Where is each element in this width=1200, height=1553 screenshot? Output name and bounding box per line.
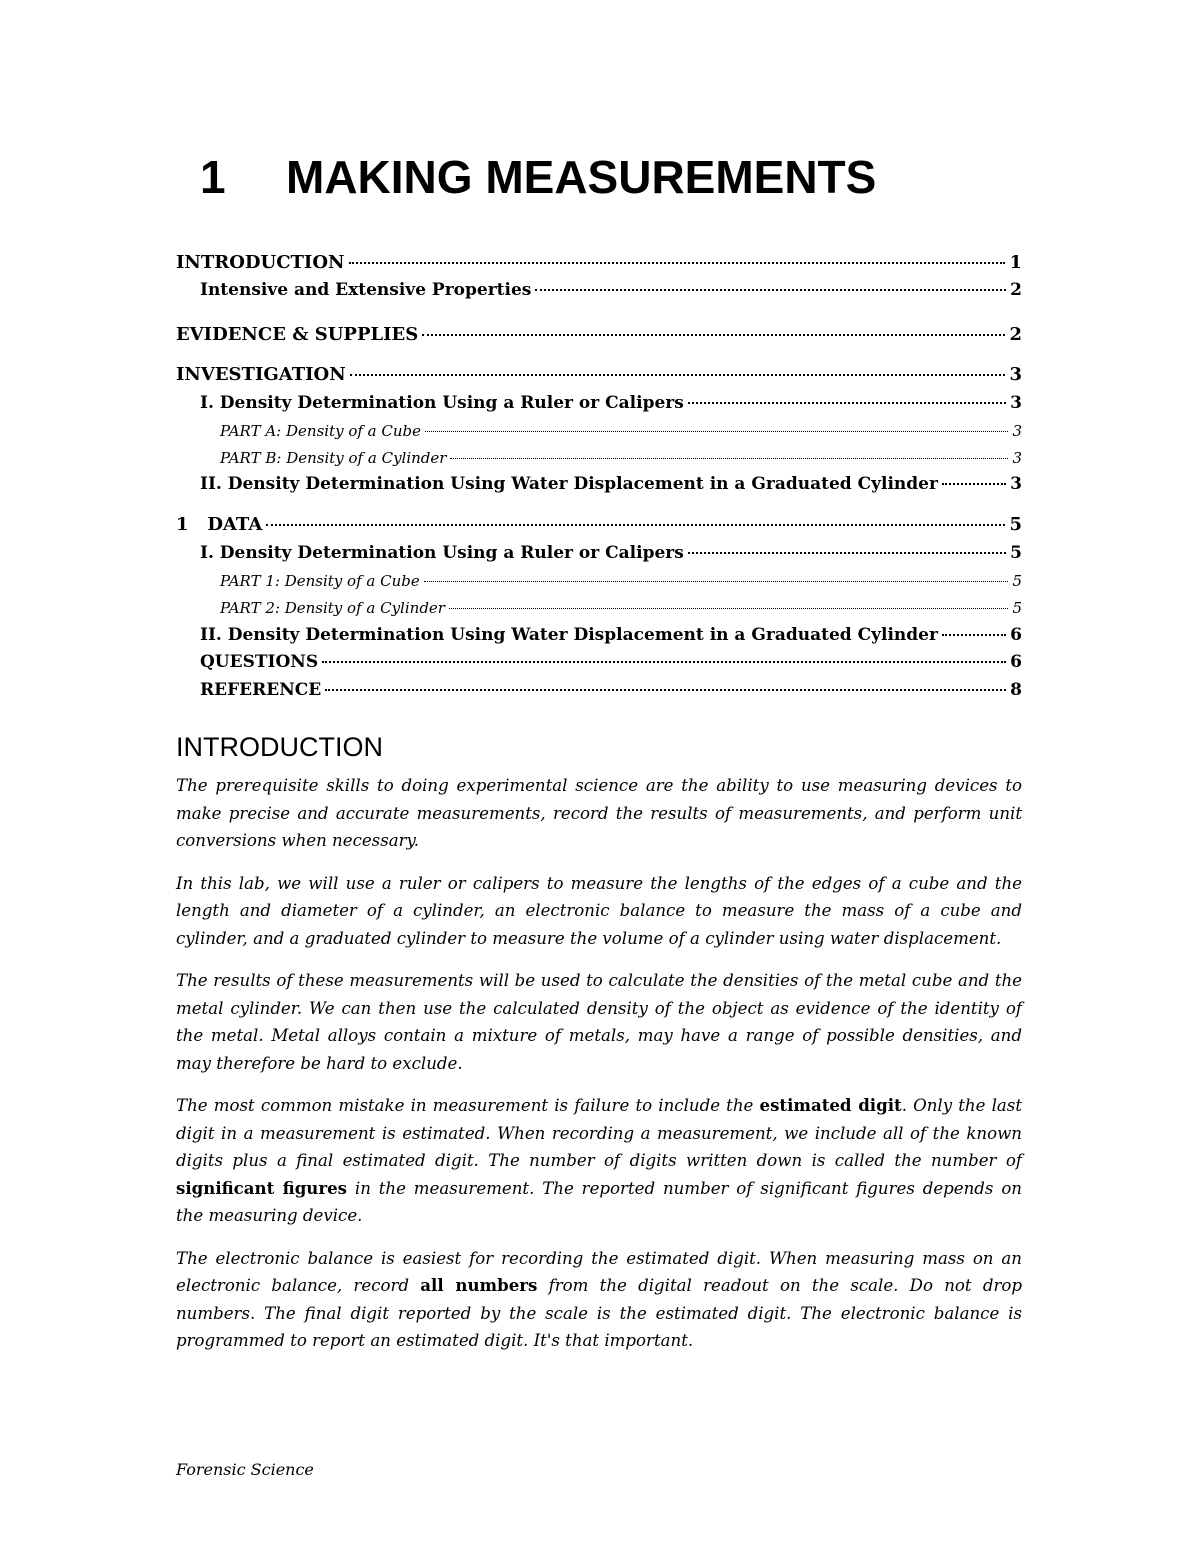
toc-leader <box>942 634 1006 636</box>
toc-entry-page: 1 <box>1009 252 1022 273</box>
toc-entry[interactable] <box>176 543 1022 563</box>
toc-entry-label: II. Density Determination Using Water Displacement in a Graduated Cylinder <box>200 474 938 494</box>
text-run: in the measurement. The reported number of significant figures depends on the measuring device. <box>176 1178 1022 1225</box>
toc-entry-label: 1 DATA <box>176 514 263 535</box>
toc-entry-label: PART B: Density of a Cylinder <box>220 449 447 467</box>
emphasis-estimated-digit: estimated digit <box>759 1095 902 1115</box>
toc-entry-page: 6 <box>1010 625 1022 645</box>
toc-leader <box>688 552 1006 554</box>
toc-entry[interactable] <box>176 449 1022 467</box>
section-heading-introduction: INTRODUCTION <box>176 732 383 762</box>
toc-entry-label: I. Density Determination Using a Ruler or Calipers <box>200 393 684 413</box>
toc-entry-page: 6 <box>1010 652 1022 672</box>
toc-entry[interactable] <box>176 572 1022 590</box>
toc-entry-page: 3 <box>1009 364 1022 385</box>
chapter-title-text: MAKING MEASUREMENTS <box>286 151 877 203</box>
toc-entry[interactable] <box>176 514 1022 535</box>
toc-leader <box>350 374 1006 376</box>
toc-leader <box>422 334 1005 336</box>
toc-leader <box>942 483 1006 485</box>
toc-leader <box>449 608 1008 609</box>
toc-leader <box>450 458 1008 459</box>
toc-entry-page: 5 <box>1010 543 1022 563</box>
toc-entry-label: REFERENCE <box>200 680 322 700</box>
toc-entry[interactable] <box>176 422 1022 440</box>
emphasis-all-numbers: all numbers <box>420 1275 538 1295</box>
toc-leader <box>325 689 1006 691</box>
toc-entry-page: 3 <box>1012 449 1022 467</box>
toc-entry-label: QUESTIONS <box>200 652 319 672</box>
paragraph <box>176 1245 1022 1355</box>
toc-entry-label: PART A: Density of a Cube <box>220 422 422 440</box>
toc-entry[interactable] <box>176 393 1022 413</box>
toc-entry-page: 8 <box>1010 680 1022 700</box>
paragraph <box>176 1092 1022 1230</box>
toc-entry[interactable] <box>176 280 1022 300</box>
paragraph: The prerequisite skills to doing experimental science are the ability to use measuring devices to make precise and accurate measurements, record the results of measurements, and perform unit conversions when necessary. <box>176 776 1022 850</box>
toc-entry-label: INTRODUCTION <box>176 252 345 273</box>
toc-entry-page: 5 <box>1012 572 1022 590</box>
toc-entry-label: INVESTIGATION <box>176 364 346 385</box>
toc-entry-page: 3 <box>1012 422 1022 440</box>
emphasis-significant-figures: significant figures <box>176 1177 348 1198</box>
toc-leader <box>425 431 1008 432</box>
toc-entry[interactable] <box>176 652 1022 672</box>
toc-entry-label: Intensive and Extensive Properties <box>200 280 532 300</box>
toc-entry-label: PART 2: Density of a Cylinder <box>220 599 445 617</box>
toc-leader <box>266 524 1005 526</box>
toc-entry[interactable] <box>176 252 1022 273</box>
toc-entry-page: 2 <box>1009 324 1022 345</box>
toc-entry[interactable] <box>176 625 1022 645</box>
toc-entry[interactable] <box>176 474 1022 494</box>
toc-entry-page: 2 <box>1010 280 1022 300</box>
text-run: The electronic balance is easiest for recording the estimated digit. When measuring mass on an electronic balance, record <box>176 1248 1022 1295</box>
toc-leader <box>535 289 1006 291</box>
chapter-title <box>200 150 876 204</box>
toc-entry-label: II. Density Determination Using Water Displacement in a Graduated Cylinder <box>200 625 938 645</box>
toc-entry[interactable] <box>176 324 1022 345</box>
toc-entry-label: PART 1: Density of a Cube <box>220 572 420 590</box>
toc-leader <box>424 581 1009 582</box>
toc-leader <box>349 262 1006 264</box>
toc-entry-page: 5 <box>1012 599 1022 617</box>
page-footer: Forensic Science <box>176 1460 314 1479</box>
toc-entry-page: 3 <box>1010 474 1022 494</box>
text-run: from the digital readout on the scale. Do not drop numbers. The final digit reported by the scale is the estimated digit. The electronic balance is programmed to report an estimated digit. It's that important. <box>176 1276 1023 1350</box>
toc-entry[interactable] <box>176 680 1022 700</box>
introduction-body <box>176 772 1022 1370</box>
toc-entry-page: 5 <box>1009 514 1022 535</box>
toc-entry-label: I. Density Determination Using a Ruler or Calipers <box>200 543 684 563</box>
text-run: . Only the last digit in a measurement is estimated. When recording a measurement, we include all of the known digits plus a final estimated digit. The number of digits written down is called the number of <box>176 1096 1022 1170</box>
chapter-number: 1 <box>200 151 226 203</box>
text-run: The most common mistake in measurement is failure to include the <box>176 1096 760 1115</box>
toc-entry-label: EVIDENCE & SUPPLIES <box>176 324 419 345</box>
paragraph: In this lab, we will use a ruler or calipers to measure the lengths of the edges of a cube and the length and diameter of a cylinder, an electronic balance to measure the mass of a cube and cylinder, and a graduated cylinder to measure the volume of a cylinder using water displacement. <box>176 873 1022 948</box>
toc-entry[interactable] <box>176 599 1022 617</box>
toc-entry[interactable] <box>176 364 1022 385</box>
toc-leader <box>688 402 1006 404</box>
toc-leader <box>322 661 1006 663</box>
paragraph: The results of these measurements will be used to calculate the densities of the metal cube and the metal cylinder. We can then use the calculated density of the object as evidence of the identity of the metal. Metal alloys contain a mixture of metals, may have a range of possible densities, and may therefore be hard to exclude. <box>176 971 1022 1073</box>
toc-entry-page: 3 <box>1010 393 1022 413</box>
